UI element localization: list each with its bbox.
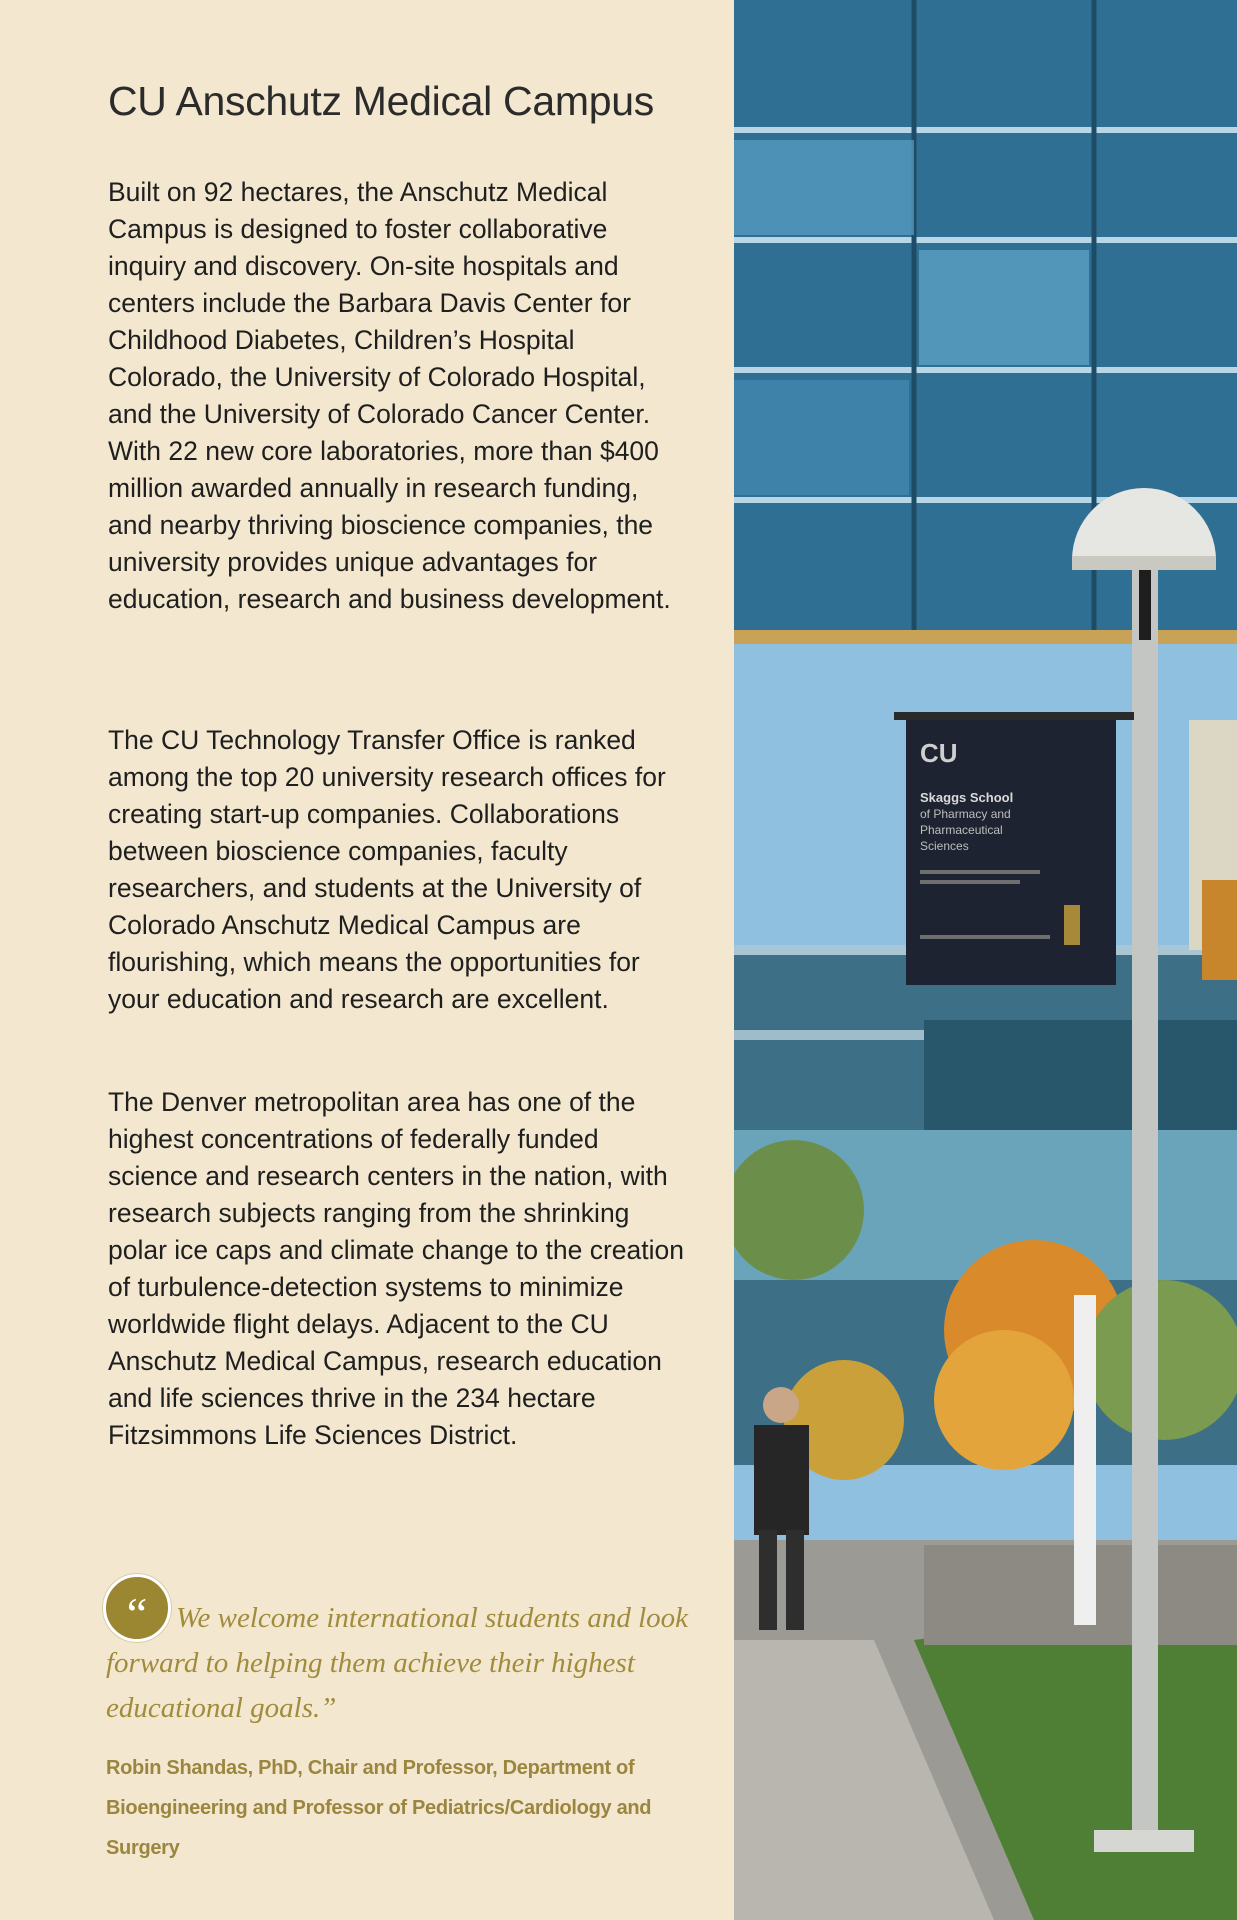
body-paragraph-3: The Denver metropolitan area has one of the highest concentrations of federally funded science and research centers in the nation, with research subjects ranging from the shrinking polar ice caps and climate change to the creation of turbulence-detection systems to minimize worldwide flight delays. Adjacent to the CU Anschutz Medical Campus, research education and life sciences thrive in the 234 hectare Fitzsimmons Life Sciences District. <box>108 1087 684 1450</box>
body-paragraph-2: The CU Technology Transfer Office is ranked among the top 20 university research offices for creating start-up companies. Collaborations between bioscience companies, faculty researchers, and students at the University of Colorado Anschutz Medical Campus are flourishing, which means the opportunities for your education and research are excellent. <box>108 725 666 1014</box>
banner-line-2: of Pharmacy and <box>920 807 1011 821</box>
body-paragraph-1: Built on 92 hectares, the Anschutz Medical Campus is designed to foster collaborative inquiry and discovery. On-site hospitals and centers include the Barbara Davis Center for Childhood Diabetes, Children’s Hospital Colorado, the University of Colorado Hospital, and the University of Colorado Cancer Center. With 22 new core laboratories, more than $400 million awarded annually in research funding, and nearby thriving bioscience companies, the university provides unique advantages for education, research and business development. <box>108 177 671 614</box>
svg-text:CU: CU <box>920 738 958 768</box>
campus-photo <box>734 0 1237 1920</box>
quote-icon: “ <box>103 1574 171 1642</box>
banner-line-4: Sciences <box>920 839 969 853</box>
pull-quote: We welcome international students and look forward to helping them achieve their highest educational goals.” <box>106 1602 689 1724</box>
banner-line-1: Skaggs School <box>920 790 1014 805</box>
banner-line-3: Pharmaceutical <box>920 823 1003 837</box>
quote-attribution: Robin Shandas, PhD, Chair and Professor, Department of Bioengineering and Professor of Pediatrics/Cardiology and Surgery <box>106 1757 652 1859</box>
campus-photo-illustration <box>734 0 1237 1920</box>
page-title: CU Anschutz Medical Campus <box>108 78 654 124</box>
